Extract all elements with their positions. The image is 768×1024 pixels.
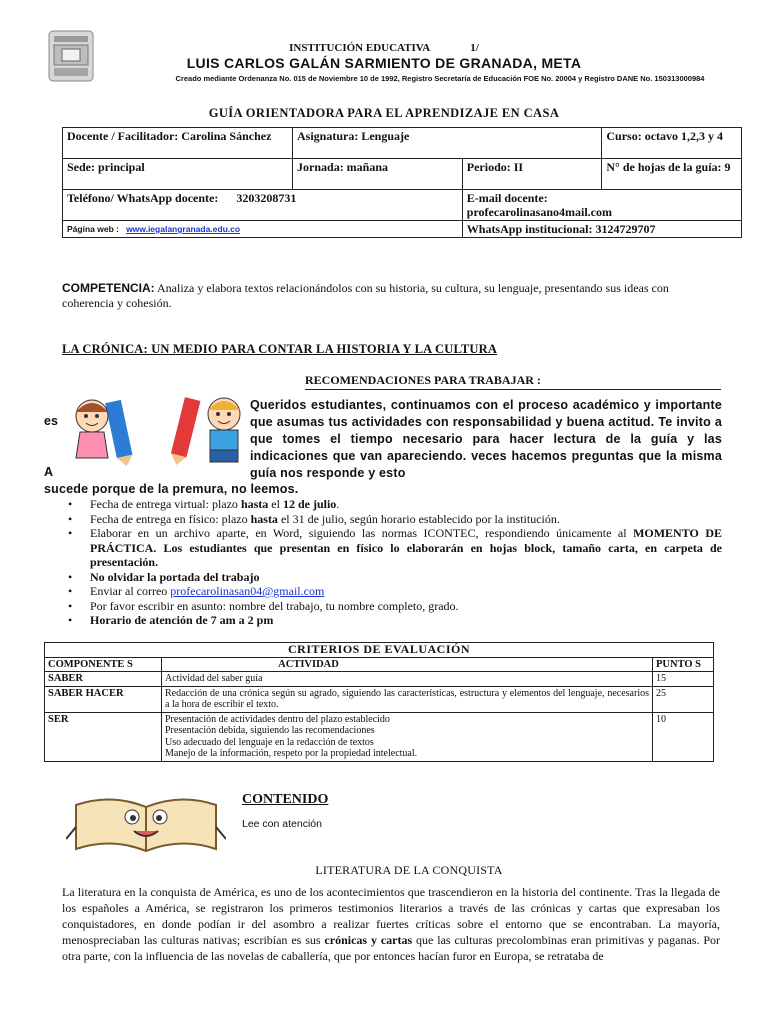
intro-es: es — [44, 414, 58, 428]
school-name: LUIS CARLOS GALÁN SARMIENTO DE GRANADA, META — [186, 55, 582, 71]
criteria-title: CRITERIOS DE EVALUACIÓN — [45, 643, 714, 658]
sede-cell: Sede: principal — [63, 159, 293, 190]
intro-paragraph: Queridos estudiantes, continuamos con el proceso académico y importante que asumas tus actividades con responsabilidad y buena actitud. Te invito a que tomes el tiempo necesario para hacer lectura de la guía y las indicaciones que van apareciendo. veces hacemos preguntas que la misma guía nos responde y esto — [250, 398, 722, 480]
list-item: • Enviar al correo profecarolinasan04@gmail.com — [68, 584, 325, 598]
kids-pencils-illustration — [64, 394, 254, 466]
intro-a: A — [44, 465, 54, 479]
email-link[interactable]: profecarolinasan04@gmail.com — [170, 584, 325, 598]
criteria-table — [44, 642, 714, 762]
col-actividad: ACTIVIDAD — [162, 657, 653, 672]
contenido-title: CONTENIDO — [242, 792, 329, 807]
lee-atencion: Lee con atención — [242, 818, 322, 830]
intro-last-line: sucede porque de la premura, no leemos. — [44, 482, 299, 496]
guide-title: GUÍA ORIENTADORA PARA EL APRENDIZAJE EN CASA — [208, 106, 560, 120]
web-cell: Página web : www.iegalangranada.edu.co — [63, 221, 463, 238]
list-item: • Fecha de entrega en físico: plazo hasta el 31 de julio, según horario establecido por la institución. — [68, 511, 560, 526]
table-row: SABER Actividad del saber guía 15 — [45, 672, 714, 687]
col-componentes: COMPONENTE S — [45, 657, 162, 672]
recommendations-list — [66, 497, 722, 628]
table-row: SER Presentación de actividades dentro del plazo establecido Presentación debida, siguiendo las recomendaciones Uso adecuado del lenguaje en la redacción de textos Manejo de la información, respeto por la propiedad intelectual. 10 — [45, 712, 714, 761]
periodo-cell: Periodo: II — [462, 159, 602, 190]
creation-note: Creado mediante Ordenanza No. 015 de Noviembre 10 de 1992, Registro Secretaría de Educación FOE No. 20004 y Registro DANE No. 150313000984 — [175, 74, 705, 83]
col-puntos: PUNTO S — [653, 657, 714, 672]
list-item: • Por favor escribir en asunto: nombre del trabajo, tu nombre completo, grado. — [68, 598, 459, 613]
table-row: SABER HACER Redacción de una crónica según su agrado, siguiendo las características, estructura y elementos del lenguaje, necesarios a la hora de escribir el texto. 25 — [45, 686, 714, 712]
email-cell: E-mail docente: profecarolinasano4mail.com — [462, 190, 741, 221]
body-paragraph: La literatura en la conquista de América, es uno de los acontecimientos que trascendieron en la historia del continente. Tras la llegada de los españoles a América, se registraron los primeros testimonios literarios a través de las crónicas y cartas que expresaban los conquistadores, en donde podían ir del asombro a realizar fuertes críticas sobre el entorno que se encontraban. La mayoría, menospreciaban las culturas nativas; escribían es sus crónicas y cartas que las culturas precolombinas eran primitivas y paganas. Por otra parte, con la influencia de las novelas de caballería, que por entonces hacían furor en Europa, se retrataba de — [62, 885, 720, 963]
institution-label: INSTITUCIÓN EDUCATIVA 1/ — [289, 42, 479, 54]
curso-cell: Curso: octavo 1,2,3 y 4 — [602, 128, 742, 159]
asignatura-cell: Asignatura: Lenguaje — [293, 128, 602, 159]
literatura-subtitle: LITERATURA DE LA CONQUISTA — [315, 863, 503, 877]
web-link[interactable]: www.iegalangranada.edu.co — [126, 224, 241, 234]
telefono-value: 3203208731 — [236, 191, 297, 205]
telefono-cell: Teléfono/ WhatsApp docente: 3203208731 — [63, 190, 463, 221]
competencia: COMPETENCIA: Analiza y elabora textos relacionándolos con su historia, su cultura, su lenguaje, presentando sus ideas con coherencia y cohesión. — [62, 281, 669, 310]
recomendaciones-title: RECOMENDACIONES PARA TRABAJAR : — [305, 373, 721, 390]
list-item: • Fecha de entrega virtual: plazo hasta el 12 de julio. — [68, 497, 340, 511]
list-item: • Horario de atención de 7 am a 2 pm — [68, 613, 274, 627]
jornada-cell: Jornada: mañana — [293, 159, 463, 190]
list-item: • No olvidar la portada del trabajo — [68, 569, 260, 584]
docente-cell: Docente / Facilitador: Carolina Sánchez — [63, 128, 293, 159]
page-number: 1/ — [470, 42, 479, 54]
hojas-cell: N° de hojas de la guía: 9 — [602, 159, 742, 190]
section-title: LA CRÓNICA: UN MEDIO PARA CONTAR LA HISTORIA Y LA CULTURA — [62, 342, 498, 356]
email-value: profecarolinasano4mail.com — [466, 205, 612, 219]
list-item: • Elaborar en un archivo aparte, en Word, siguiendo las normas ICONTEC, respondiendo únicamente al MOMENTO DE PRÁCTICA. Los estudiantes que presentan en físico lo elaborarán en hojas block, tamaño carta, en carpeta de presentación. — [68, 526, 722, 569]
whatsapp-inst-cell: WhatsApp institucional: 3124729707 — [462, 221, 741, 238]
book-illustration — [66, 787, 226, 859]
info-table — [62, 127, 742, 238]
